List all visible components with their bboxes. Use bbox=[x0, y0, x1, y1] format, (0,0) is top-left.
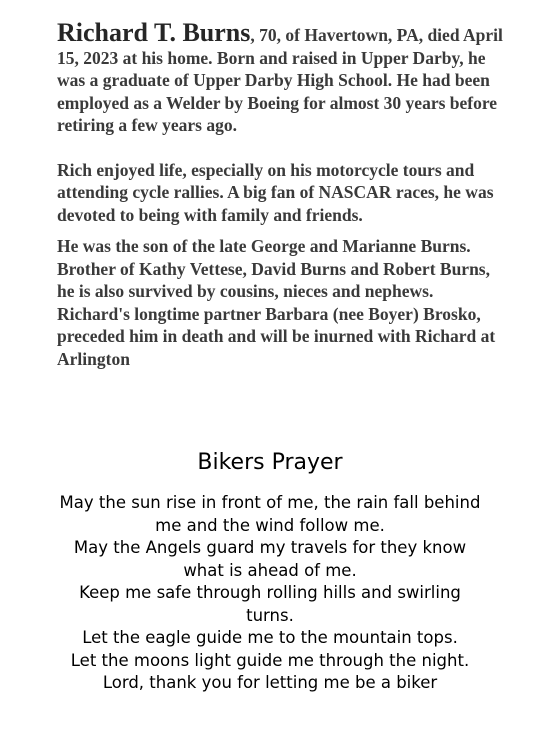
obituary-text bbox=[57, 18, 510, 370]
prayer-line: Lord, thank you for letting me be a biker bbox=[102, 673, 438, 692]
obituary-family-paragraph: He was the son of the late George and Marianne Burns. Brother of Kathy Vettese, David Burns and Robert Burns, he is also survived by cousins, nieces and nephews. bbox=[57, 236, 490, 301]
prayer-line: Let the moons light guide me through the night. bbox=[70, 650, 470, 670]
prayer-lines bbox=[55, 492, 485, 695]
deceased-name: Richard T. Burns bbox=[57, 18, 251, 47]
obituary-intro-paragraph bbox=[57, 18, 510, 137]
prayer-line: May the Angels guard my travels for they know what is ahead of me. bbox=[73, 538, 467, 580]
prayer-line: Let the eagle guide me to the mountain tops. bbox=[82, 628, 458, 647]
obituary-intro-text: , 70, of Havertown, PA, died April 15, 2023 at his home. Born and raised in Upper Darby, he was a graduate of Upper Darby High School. He had been employed as a Welder by Boeing for almost 30 years before retiring a few years ago. bbox=[57, 25, 503, 135]
prayer-title: Bikers Prayer bbox=[197, 450, 343, 475]
obituary-partner-paragraph: Richard's longtime partner Barbara (nee Boyer) Brosko, preceded him in death and will be inurned with Richard at Arlington bbox=[57, 303, 496, 369]
obituary-interests-paragraph: Rich enjoyed life, especially on his motorcycle tours and attending cycle rallies. A big fan of NASCAR races, he was devoted to being with family and friends. bbox=[57, 159, 494, 225]
prayer-line: May the sun rise in front of me, the rain fall behind me and the wind follow me. bbox=[59, 493, 481, 535]
bikers-prayer bbox=[0, 448, 540, 695]
prayer-line: Keep me safe through rolling hills and swirling turns. bbox=[79, 583, 461, 625]
